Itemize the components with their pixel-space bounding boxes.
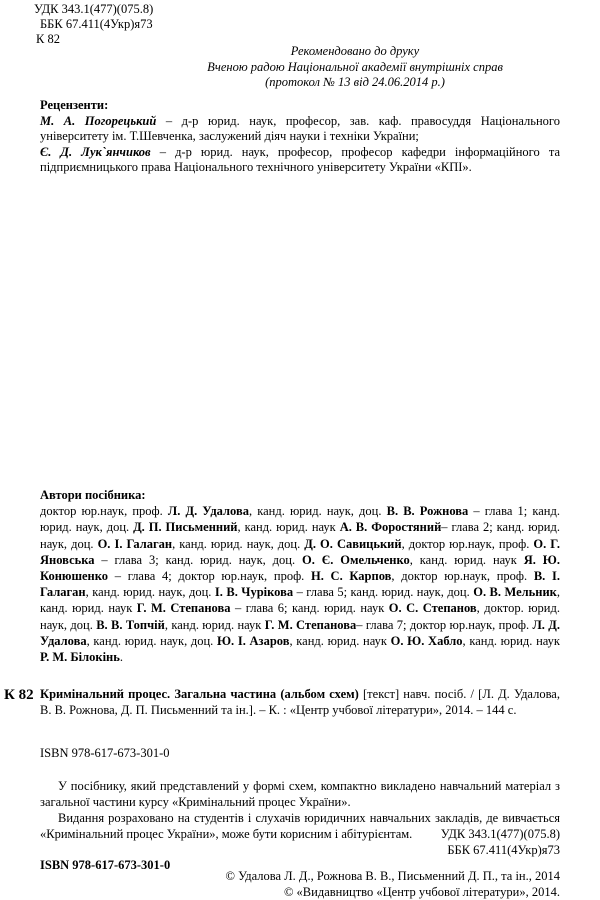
- recommendation-block: [140, 44, 570, 91]
- authors-text: .: [119, 650, 123, 665]
- author-name: А. В. Форостяний: [339, 520, 442, 535]
- author-name: Р. М. Білокінь: [40, 650, 120, 665]
- biblio-rest: [текст] навч. посіб. / [Л. Д. Удалова, В. В. Рожнова, Д. П. Письменний та ін.]. – К. : «Центр учбової літератури», 2014. – 144 с.: [40, 687, 560, 717]
- reviewer-1-text: – д-р юрид. наук, професор, зав. каф. правосуддя Національного університету ім. Т.Шевченка, заслужений діяч науки і техніки України;: [40, 113, 560, 143]
- udk-footer: [441, 826, 560, 858]
- authors-text: – глава 2; канд. юрид. наук, доц.: [40, 520, 560, 551]
- copyright-publisher: © «Видавництво «Центр учбової літератури», 2014.: [283, 885, 560, 899]
- biblio-title: Кримінальний процес. Загальна частина (альбом схем): [40, 687, 359, 701]
- author-name: В. І. Галаган: [40, 569, 560, 600]
- authors-text: , доктор юр.наук, проф.: [391, 569, 534, 584]
- author-name: О. В. Мельник: [473, 585, 557, 600]
- biblio-entry: [40, 686, 560, 718]
- author-name: Д. П. Письменний: [133, 520, 238, 535]
- authors-text: доктор юр.наук, проф.: [40, 504, 168, 519]
- author-name: Я. Ю. Конюшенко: [40, 552, 561, 584]
- authors-text: , канд. юрид. наук: [237, 520, 340, 535]
- bibliographic-description: [40, 686, 560, 718]
- author-name: Г. М. Степанова: [136, 601, 231, 616]
- authors-text: , канд. юрид. наук, доц.: [248, 504, 387, 519]
- authors-list: [40, 503, 560, 665]
- annotation-paragraph-2: Видання розраховано на студентів і слухачів юридичних навчальних закладів, де вивчається «Кримінальний процес України», може бути корисним і абітурієнтам.: [40, 811, 560, 841]
- isbn-line: ISBN 978-617-673-301-0: [40, 746, 170, 760]
- author-mark: К 82: [36, 32, 60, 46]
- author-name: І. В. Чурікова: [214, 585, 294, 600]
- bbk-code-bottom: ББК 67.411(4Укр)я73: [447, 843, 560, 857]
- authors-text: , канд. юрид. наук: [40, 585, 560, 616]
- recommendation-line-1: Рекомендовано до друку: [290, 44, 420, 58]
- author-name: Л. Д. Удалова: [167, 504, 249, 519]
- authors-text: , доктор юр.наук, проф.: [401, 536, 534, 551]
- annotation-paragraph-1: У посібнику, який представлений у формі схем, компактно викладено навчальний матеріал з загальної частини курсу «Кримінальний процес України».: [40, 779, 560, 809]
- udk-code-bottom: УДК 343.1(477)(075.8): [440, 827, 560, 841]
- isbn-bold: ISBN 978-617-673-301-0: [40, 858, 171, 872]
- authors-text: – глава 3; канд. юрид. наук, доц.: [94, 552, 302, 567]
- authors-text: , канд. юрид. наук: [409, 552, 524, 567]
- author-name: О. Є. Омельченко: [302, 552, 410, 567]
- authors-text: , канд. юрид. наук, доц.: [85, 585, 215, 600]
- authors-heading: Автори посібника:: [40, 488, 146, 502]
- udk-code: УДК 343.1(477)(075.8): [34, 2, 154, 16]
- authors-text: , канд. юрид. наук: [164, 617, 265, 632]
- authors-text: – глава 5; канд. юрид. наук, доц.: [293, 585, 474, 600]
- authors-text: , доктор. юрид. наук, доц.: [40, 601, 560, 632]
- author-name: О. Ю. Хабло: [390, 633, 463, 648]
- author-name: Г. М. Степанова: [264, 617, 357, 632]
- bbk-code: ББК 67.411(4Укр)я73: [40, 17, 153, 31]
- recommendation-line-2: Вченою радою Національної академії внутрішніх справ: [207, 59, 503, 74]
- authors-text: , канд. юрид. наук, доц.: [86, 633, 217, 648]
- author-name: В. В. Рожнова: [386, 504, 469, 519]
- authors-text: – глава 1; канд. юрид. наук, доц.: [40, 504, 560, 535]
- authors-text: , канд. юрид. наук: [462, 633, 560, 648]
- authors-text: – глава 6; канд. юрид. наук: [230, 601, 389, 616]
- catalog-code: К 82: [4, 687, 34, 703]
- author-name: Ю. І. Азаров: [216, 633, 290, 648]
- reviewer-1-name: М. А. Погорецький: [40, 113, 157, 128]
- authors-text: – глава 4; доктор юр.наук, проф.: [108, 569, 311, 584]
- reviewer-2-text: – д-р юрид. наук, професор, професор кафедри інформаційного та підприємницького права Національного технічного університету України «КПІ».: [40, 144, 560, 174]
- author-name: Д. О. Савицький: [304, 536, 402, 551]
- author-name: О. С. Степанов: [388, 601, 477, 616]
- authors-block: [40, 487, 560, 665]
- author-name: О. Г. Яновська: [40, 536, 560, 567]
- reviewer-2: [40, 145, 560, 176]
- reviewer-1: [40, 114, 560, 145]
- authors-text: , канд. юрид. наук: [289, 633, 391, 648]
- copyright-block: [226, 868, 560, 900]
- author-name: Н. С. Карпов: [311, 569, 392, 584]
- authors-text: – глава 7; доктор юр.наук, проф.: [356, 617, 533, 632]
- recommendation-line-3: (протокол № 13 від 24.06.2014 р.): [265, 75, 445, 89]
- author-name: О. І. Галаган: [97, 536, 173, 551]
- reviewer-2-name: Є. Д. Лук`янчиков: [40, 144, 151, 159]
- reviewers-heading: Рецензенти:: [40, 98, 109, 112]
- author-name: В. В. Топчій: [96, 617, 165, 632]
- author-name: Л. Д. Удалова: [40, 617, 561, 648]
- authors-text: , канд. юрид. наук, доц.: [172, 536, 305, 551]
- udk-header: [34, 2, 153, 47]
- reviewers-block: [40, 98, 560, 176]
- copyright-authors: © Удалова Л. Д., Рожнова В. В., Письменний Д. П., та ін., 2014: [225, 869, 560, 883]
